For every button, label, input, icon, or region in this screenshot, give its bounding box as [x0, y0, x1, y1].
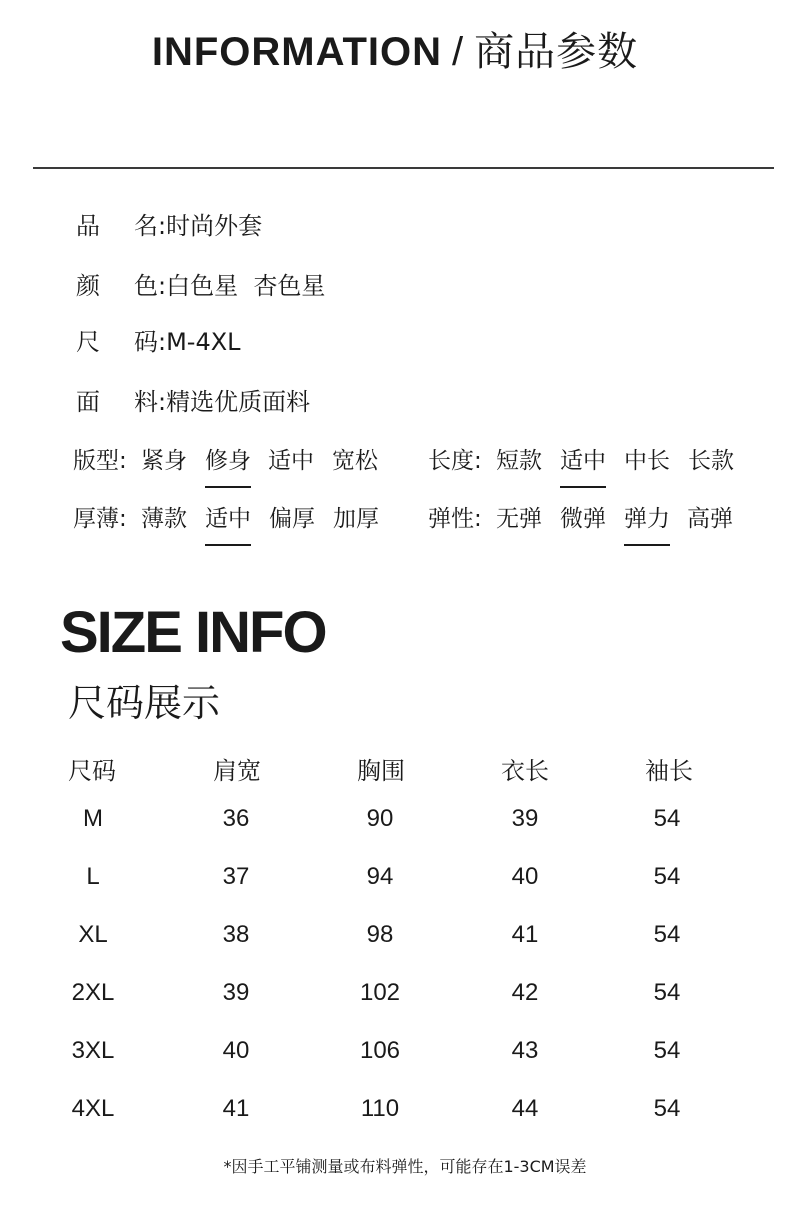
size-table-cell: 41	[222, 1095, 250, 1122]
attr-option: 宽松	[332, 448, 378, 474]
info-value: 白色星 杏色星	[166, 272, 326, 300]
attr-label: 厚薄:	[73, 506, 127, 532]
info-label-b: 料:	[134, 388, 167, 416]
measurement-note: *因手工平铺测量或布料弹性，可能存在1-3CM误差	[223, 1157, 587, 1176]
info-label-a: 颜	[76, 272, 100, 300]
attr-length	[428, 446, 758, 490]
size-table-header: 衣长	[501, 757, 549, 785]
attr-option: 无弹	[496, 506, 542, 532]
attr-thickness	[73, 504, 403, 548]
size-table-cell: 54	[653, 979, 681, 1006]
attr-option-selected: 弹力	[624, 506, 670, 532]
size-table-header: 肩宽	[213, 757, 261, 785]
size-table-cell: 90	[366, 805, 394, 832]
attr-label: 弹性:	[428, 506, 482, 532]
attr-label: 长度:	[428, 448, 482, 474]
size-table-cell: 44	[511, 1095, 539, 1122]
size-table-cell: 37	[222, 863, 250, 890]
info-row-name	[76, 211, 262, 241]
attr-option: 偏厚	[269, 506, 315, 532]
attr-option: 长款	[688, 448, 734, 474]
attr-option-selected: 修身	[205, 448, 251, 474]
size-table-cell: 106	[359, 1037, 401, 1064]
size-table-cell: 94	[366, 863, 394, 890]
size-table-header: 尺码	[68, 757, 116, 785]
header-divider	[33, 167, 774, 169]
attr-fit	[73, 446, 403, 490]
attr-option: 微弹	[560, 506, 606, 532]
size-table-cell: 2XL	[71, 979, 115, 1006]
attr-option-selected: 适中	[205, 506, 251, 532]
attr-option-selected: 适中	[560, 448, 606, 474]
size-table-cell: 54	[653, 863, 681, 890]
size-table-cell: 43	[511, 1037, 539, 1064]
size-table-cell: 110	[360, 1095, 400, 1122]
attr-option: 短款	[496, 448, 542, 474]
size-table-cell: 40	[511, 863, 539, 890]
size-table-cell: 4XL	[71, 1095, 115, 1122]
info-row-color	[76, 271, 325, 301]
attr-option: 紧身	[141, 448, 187, 474]
header-title-cn: 商品参数	[474, 29, 639, 75]
size-table-cell: 54	[653, 805, 681, 832]
size-table-cell: 41	[511, 921, 539, 948]
page-header	[0, 26, 790, 78]
size-table-cell: 39	[511, 805, 539, 832]
attr-option: 高弹	[687, 506, 733, 532]
attr-option: 中长	[624, 448, 670, 474]
attr-option: 薄款	[141, 506, 187, 532]
info-row-fabric	[76, 387, 310, 417]
size-table-cell: L	[86, 863, 100, 890]
info-value: M-4XL	[166, 328, 241, 356]
info-label-a: 面	[76, 388, 100, 416]
size-table-cell: 54	[653, 921, 681, 948]
size-table-cell: 54	[653, 1037, 681, 1064]
header-title-en: INFORMATION	[151, 30, 443, 74]
info-label-a: 品	[76, 212, 100, 240]
size-table-cell: 39	[222, 979, 250, 1006]
attr-elasticity	[428, 504, 758, 548]
size-table-cell: 38	[222, 921, 250, 948]
size-table-cell: 54	[653, 1095, 681, 1122]
info-label-b: 名:	[134, 212, 167, 240]
size-table-cell: 102	[359, 979, 401, 1006]
info-label-a: 尺	[76, 328, 100, 356]
info-value: 精选优质面料	[166, 388, 311, 416]
info-label-b: 码:	[134, 328, 167, 356]
size-table-cell: 40	[222, 1037, 250, 1064]
attr-option: 适中	[268, 448, 314, 474]
size-table-cell: XL	[78, 921, 108, 948]
size-table-header: 胸围	[357, 757, 405, 785]
size-table-cell: 42	[511, 979, 539, 1006]
size-info-subtitle: 尺码展示	[68, 681, 221, 725]
size-info-title: SIZE INFO	[60, 600, 326, 665]
size-table-cell: M	[83, 805, 103, 832]
size-table-header: 袖长	[645, 757, 693, 785]
info-row-size	[76, 327, 241, 357]
size-table-cell: 98	[366, 921, 394, 948]
size-table-cell: 36	[222, 805, 250, 832]
info-label-b: 色:	[134, 272, 167, 300]
size-table-cell: 3XL	[71, 1037, 115, 1064]
attr-label: 版型:	[73, 448, 127, 474]
header-separator: /	[452, 30, 465, 74]
attr-option: 加厚	[333, 506, 379, 532]
info-value: 时尚外套	[166, 212, 263, 240]
